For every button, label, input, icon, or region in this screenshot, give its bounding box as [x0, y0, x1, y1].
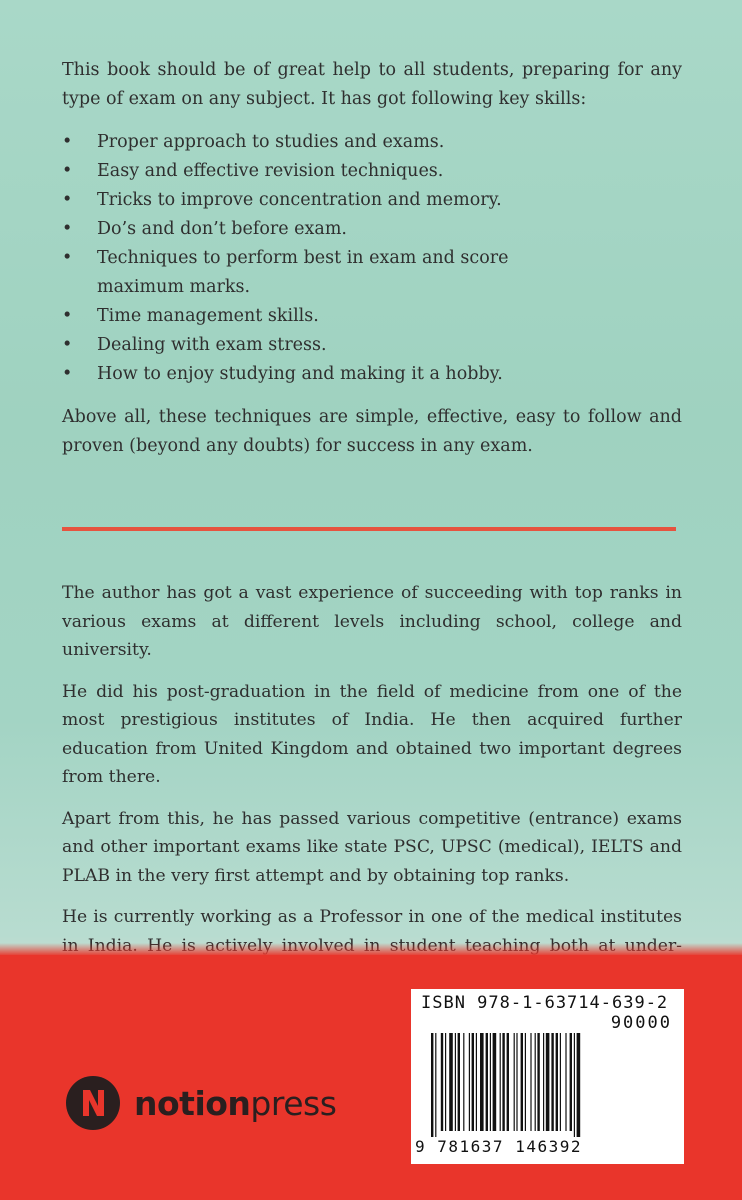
barcode-number: 9 781637 146392 [415, 1137, 582, 1156]
section-divider [62, 527, 676, 531]
bio-paragraph: The author has got a vast experience of succeeding with top ranks in various exams at different levels including school, college and university. [62, 583, 682, 660]
barcode-addon: 90000 [610, 1013, 672, 1033]
skill-item: • How to enjoy studying and making it a hobby. [62, 360, 682, 389]
skill-item: • Dealing with exam stress. [62, 331, 682, 360]
isbn-barcode [411, 989, 684, 1164]
publisher-logo-icon [66, 1076, 120, 1130]
skill-item: • Techniques to perform best in exam and score maximum marks. [62, 244, 567, 302]
publisher-name-bold: notion [134, 1083, 251, 1123]
isbn-label: ISBN 978-1-63714-639-2 [421, 993, 669, 1013]
skill-item: • Time management skills. [62, 302, 682, 331]
publisher-name-rest: press [250, 1083, 337, 1123]
skill-item: • Do’s and don’t before exam. [62, 215, 682, 244]
author-bio-block [62, 579, 682, 1002]
description-block [62, 56, 682, 461]
skill-item: • Tricks to improve concentration and memory. [62, 186, 682, 215]
publisher-logo [66, 1075, 336, 1131]
skills-list [62, 128, 682, 389]
bio-paragraph: He is currently working as a Professor in one of the medical institutes [62, 907, 682, 927]
summary-paragraph: Above all, these techniques are simple, effective, easy to follow and proven (beyond any doubts) for success in any exam. [62, 407, 682, 456]
intro-paragraph: This book should be of great help to all students, preparing for any type of exam on any subject. It has got following key skills: [62, 60, 682, 109]
bio-paragraph: Apart from this, he has passed various competitive (entrance) exams and other important exams like state PSC, UPSC (medical), IELTS and PLAB in the very first attempt and by obtaining top ranks. [62, 808, 682, 886]
bio-paragraph: He did his post-graduation in the field of medicine from one of the most prestigious institutes of India. He then acquired further education from United Kingdom and obtained two important degrees from there. [62, 681, 682, 787]
barcode-bars [431, 1033, 671, 1137]
skill-item: • Easy and effective revision techniques. [62, 157, 682, 186]
publisher-name [134, 1084, 336, 1123]
skill-item: • Proper approach to studies and exams. [62, 128, 682, 157]
